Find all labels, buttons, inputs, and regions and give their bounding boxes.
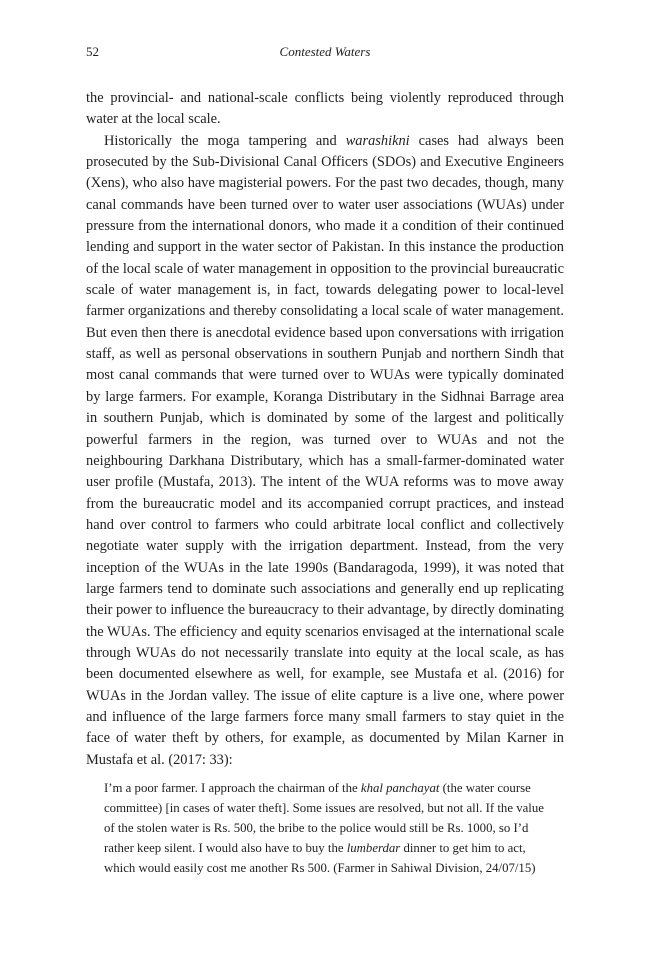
running-head xyxy=(86,44,564,66)
emphasis-term: warashikni xyxy=(345,132,410,149)
quote-text: (the water course committee) [in cases of water theft]. Some issues are resolved, but not all. If the value of the stolen water is Rs. 500, the bribe to the police would still be Rs. 1000, so I’d rather keep silent. I would also have to buy the xyxy=(104,781,544,856)
body-text xyxy=(86,88,564,771)
quote-text: I’m a poor farmer. I approach the chairman of the xyxy=(104,781,361,795)
emphasis-term: lumberdar xyxy=(346,841,401,856)
running-title: Contested Waters xyxy=(279,44,371,59)
paragraph-text: Historically the moga tampering and xyxy=(104,132,346,149)
emphasis-term: khal panchayat xyxy=(360,781,440,795)
quote-text: dinner to get him to act, which would easily cost me another Rs 500. (Farmer in Sahiwal Division, 24/07/15) xyxy=(104,841,536,876)
paragraph-continuation: the provincial- and national-scale conflicts being violently reproduced through water at the local scale. xyxy=(86,90,564,128)
paragraph-text: cases had always been prosecuted by the Sub-Divisional Canal Officers (SDOs) and Executive Engineers (Xens), who also have magisterial powers. For the past two decades, though, many canal commands have been turned over to water user associations (WUAs) under pressure from the international donors, who made it a condition of their continued lending and support in the water sector of Pakistan. In this instance the production of the local scale of water management in opposition to the provincial bureaucratic scale of water management is, in fact, towards delegating power to local-level farmer organizations and thereby consolidating a local scale of water management. But even then there is anecdotal evidence based upon conversations with irrigation staff, as well as personal observations in southern Punjab and northern Sindh that most canal commands that were turned over to WUAs were typically dominated by large farmers. For example, Koranga Distributary in the Sidhnai Barrage area in southern Punjab, which is dominated by some of the largest and politically powerful farmers in the region, was turned over to WUAs and not the neighbouring Darkhana Distributary, which has a small-farmer-dominated water user profile (Mustafa, 2013). The intent of the WUA reforms was to move away from the bureaucratic model and its accompanied corrupt practices, and instead hand over control to farmers who could arbitrate local conflict and collectively negotiate water supply with the irrigation department. Instead, from the very inception of the WUAs in the late 1990s (Bandaragoda, 1999), it was noted that large farmers tend to dominate such associations and generally end up replicating their power to influence the bureaucracy to their advantage, by directly dominating the WUAs. The efficiency and equity scenarios envisaged at the international scale through WUAs do not necessarily translate into equity at the local scale, as has been documented elsewhere as well, for example, see Mustafa et al. (2016) for WUAs in the Jordan valley. The issue of elite capture is a live one, where power and influence of the large farmers force many small farmers to stay quiet in the face of water theft by others, for example, as documented by Milan Karner in Mustafa et al. (2017: 33): xyxy=(86,132,564,768)
paragraph-wua-reforms xyxy=(86,131,564,771)
quote-paragraph xyxy=(104,778,546,878)
page-number: 52 xyxy=(86,44,99,59)
block-quote xyxy=(104,778,546,878)
